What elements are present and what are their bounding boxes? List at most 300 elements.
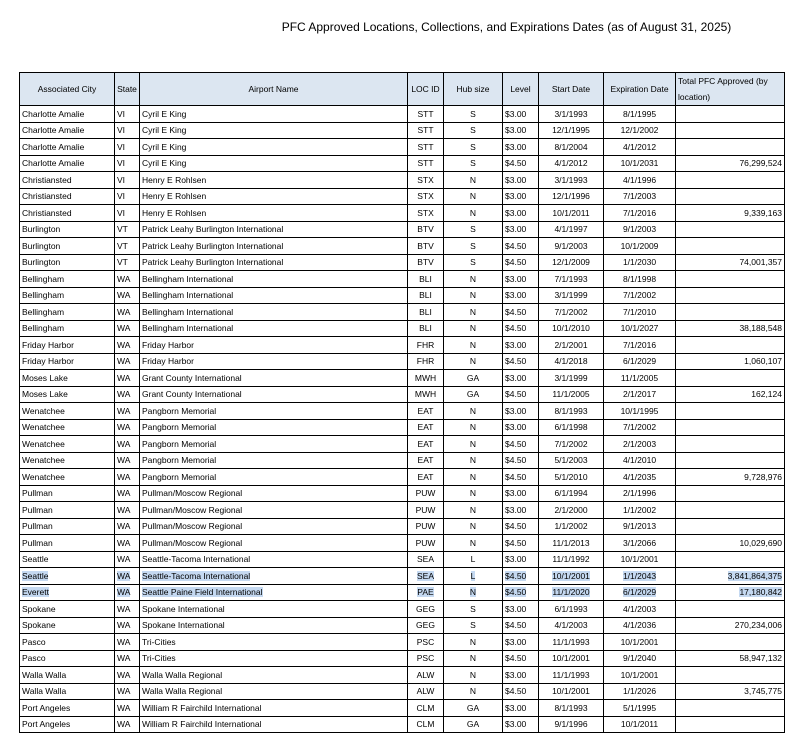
cell-hub-size[interactable] — [444, 304, 503, 321]
cell-level[interactable] — [503, 221, 539, 238]
cell-loc-id[interactable] — [408, 221, 444, 238]
table-row[interactable] — [20, 551, 785, 568]
cell-start-date[interactable] — [539, 601, 604, 618]
table-row[interactable] — [20, 106, 785, 123]
table-row[interactable] — [20, 122, 785, 139]
cell-level[interactable] — [503, 271, 539, 288]
cell-state[interactable] — [115, 584, 140, 601]
cell-level[interactable] — [503, 386, 539, 403]
cell-loc-id[interactable] — [408, 106, 444, 123]
table-row[interactable] — [20, 634, 785, 651]
cell-state[interactable] — [115, 568, 140, 585]
table-row[interactable] — [20, 320, 785, 337]
cell-airport-name[interactable] — [140, 551, 408, 568]
cell-state[interactable] — [115, 485, 140, 502]
cell-hub-size[interactable] — [444, 436, 503, 453]
cell-city[interactable] — [20, 172, 115, 189]
table-row[interactable] — [20, 304, 785, 321]
cell-state[interactable] — [115, 205, 140, 222]
cell-state[interactable] — [115, 370, 140, 387]
cell-start-date[interactable] — [539, 650, 604, 667]
cell-expiration-date[interactable] — [604, 419, 676, 436]
cell-airport-name[interactable] — [140, 238, 408, 255]
cell-level[interactable] — [503, 287, 539, 304]
cell-city[interactable] — [20, 716, 115, 733]
cell-hub-size[interactable] — [444, 601, 503, 618]
cell-city[interactable] — [20, 254, 115, 271]
cell-airport-name[interactable] — [140, 188, 408, 205]
cell-city[interactable] — [20, 601, 115, 618]
cell-total-pfc[interactable] — [676, 436, 785, 453]
cell-hub-size[interactable] — [444, 320, 503, 337]
cell-start-date[interactable] — [539, 188, 604, 205]
cell-level[interactable] — [503, 650, 539, 667]
cell-level[interactable] — [503, 518, 539, 535]
cell-total-pfc[interactable] — [676, 568, 785, 585]
cell-expiration-date[interactable] — [604, 667, 676, 684]
cell-loc-id[interactable] — [408, 502, 444, 519]
cell-city[interactable] — [20, 403, 115, 420]
cell-airport-name[interactable] — [140, 683, 408, 700]
cell-level[interactable] — [503, 419, 539, 436]
cell-level[interactable] — [503, 469, 539, 486]
cell-level[interactable] — [503, 139, 539, 156]
table-row[interactable] — [20, 353, 785, 370]
cell-loc-id[interactable] — [408, 535, 444, 552]
cell-city[interactable] — [20, 469, 115, 486]
table-row[interactable] — [20, 386, 785, 403]
cell-level[interactable] — [503, 667, 539, 684]
cell-airport-name[interactable] — [140, 634, 408, 651]
cell-airport-name[interactable] — [140, 106, 408, 123]
cell-total-pfc[interactable] — [676, 122, 785, 139]
cell-city[interactable] — [20, 667, 115, 684]
cell-start-date[interactable] — [539, 485, 604, 502]
cell-loc-id[interactable] — [408, 716, 444, 733]
cell-city[interactable] — [20, 122, 115, 139]
cell-city[interactable] — [20, 551, 115, 568]
cell-start-date[interactable] — [539, 469, 604, 486]
col-header-loc-id[interactable]: LOC ID — [408, 73, 444, 106]
cell-expiration-date[interactable] — [604, 469, 676, 486]
cell-airport-name[interactable] — [140, 469, 408, 486]
cell-total-pfc[interactable] — [676, 386, 785, 403]
cell-state[interactable] — [115, 634, 140, 651]
cell-total-pfc[interactable] — [676, 106, 785, 123]
cell-city[interactable] — [20, 518, 115, 535]
cell-total-pfc[interactable] — [676, 353, 785, 370]
cell-state[interactable] — [115, 337, 140, 354]
cell-level[interactable] — [503, 188, 539, 205]
table-row[interactable] — [20, 238, 785, 255]
cell-airport-name[interactable] — [140, 122, 408, 139]
table-row[interactable] — [20, 287, 785, 304]
cell-expiration-date[interactable] — [604, 337, 676, 354]
cell-loc-id[interactable] — [408, 700, 444, 717]
cell-city[interactable] — [20, 106, 115, 123]
cell-state[interactable] — [115, 403, 140, 420]
cell-state[interactable] — [115, 535, 140, 552]
table-row[interactable] — [20, 617, 785, 634]
cell-loc-id[interactable] — [408, 485, 444, 502]
cell-expiration-date[interactable] — [604, 617, 676, 634]
cell-state[interactable] — [115, 650, 140, 667]
cell-start-date[interactable] — [539, 172, 604, 189]
cell-level[interactable] — [503, 568, 539, 585]
cell-start-date[interactable] — [539, 205, 604, 222]
table-row[interactable] — [20, 452, 785, 469]
cell-expiration-date[interactable] — [604, 287, 676, 304]
cell-hub-size[interactable] — [444, 535, 503, 552]
cell-hub-size[interactable] — [444, 337, 503, 354]
cell-airport-name[interactable] — [140, 221, 408, 238]
cell-hub-size[interactable] — [444, 172, 503, 189]
cell-state[interactable] — [115, 320, 140, 337]
cell-loc-id[interactable] — [408, 634, 444, 651]
cell-city[interactable] — [20, 271, 115, 288]
cell-total-pfc[interactable] — [676, 188, 785, 205]
col-header-total-pfc[interactable]: Total PFC Approved (by location) — [676, 73, 785, 106]
cell-total-pfc[interactable] — [676, 535, 785, 552]
cell-start-date[interactable] — [539, 683, 604, 700]
cell-expiration-date[interactable] — [604, 452, 676, 469]
cell-city[interactable] — [20, 287, 115, 304]
cell-airport-name[interactable] — [140, 403, 408, 420]
cell-hub-size[interactable] — [444, 188, 503, 205]
cell-loc-id[interactable] — [408, 337, 444, 354]
cell-airport-name[interactable] — [140, 584, 408, 601]
cell-hub-size[interactable] — [444, 271, 503, 288]
cell-loc-id[interactable] — [408, 469, 444, 486]
cell-level[interactable] — [503, 716, 539, 733]
cell-airport-name[interactable] — [140, 518, 408, 535]
cell-loc-id[interactable] — [408, 452, 444, 469]
cell-state[interactable] — [115, 106, 140, 123]
cell-city[interactable] — [20, 485, 115, 502]
table-row[interactable] — [20, 172, 785, 189]
cell-state[interactable] — [115, 287, 140, 304]
cell-loc-id[interactable] — [408, 667, 444, 684]
cell-loc-id[interactable] — [408, 386, 444, 403]
cell-state[interactable] — [115, 271, 140, 288]
cell-total-pfc[interactable] — [676, 254, 785, 271]
cell-state[interactable] — [115, 172, 140, 189]
cell-loc-id[interactable] — [408, 254, 444, 271]
cell-total-pfc[interactable] — [676, 304, 785, 321]
cell-airport-name[interactable] — [140, 716, 408, 733]
table-row[interactable] — [20, 271, 785, 288]
cell-hub-size[interactable] — [444, 122, 503, 139]
cell-hub-size[interactable] — [444, 155, 503, 172]
cell-level[interactable] — [503, 485, 539, 502]
cell-state[interactable] — [115, 188, 140, 205]
cell-level[interactable] — [503, 634, 539, 651]
cell-level[interactable] — [503, 106, 539, 123]
cell-start-date[interactable] — [539, 139, 604, 156]
cell-total-pfc[interactable] — [676, 155, 785, 172]
cell-airport-name[interactable] — [140, 650, 408, 667]
table-row[interactable] — [20, 667, 785, 684]
cell-total-pfc[interactable] — [676, 700, 785, 717]
cell-total-pfc[interactable] — [676, 419, 785, 436]
cell-airport-name[interactable] — [140, 535, 408, 552]
cell-airport-name[interactable] — [140, 254, 408, 271]
cell-level[interactable] — [503, 700, 539, 717]
cell-expiration-date[interactable] — [604, 403, 676, 420]
cell-total-pfc[interactable] — [676, 337, 785, 354]
cell-expiration-date[interactable] — [604, 188, 676, 205]
cell-start-date[interactable] — [539, 452, 604, 469]
cell-loc-id[interactable] — [408, 551, 444, 568]
cell-start-date[interactable] — [539, 634, 604, 651]
table-row[interactable] — [20, 469, 785, 486]
cell-hub-size[interactable] — [444, 551, 503, 568]
table-row[interactable] — [20, 139, 785, 156]
cell-state[interactable] — [115, 700, 140, 717]
cell-start-date[interactable] — [539, 271, 604, 288]
cell-start-date[interactable] — [539, 221, 604, 238]
cell-expiration-date[interactable] — [604, 535, 676, 552]
cell-expiration-date[interactable] — [604, 238, 676, 255]
cell-state[interactable] — [115, 617, 140, 634]
cell-airport-name[interactable] — [140, 155, 408, 172]
cell-loc-id[interactable] — [408, 320, 444, 337]
cell-total-pfc[interactable] — [676, 502, 785, 519]
cell-expiration-date[interactable] — [604, 122, 676, 139]
cell-airport-name[interactable] — [140, 452, 408, 469]
cell-loc-id[interactable] — [408, 172, 444, 189]
cell-hub-size[interactable] — [444, 700, 503, 717]
cell-airport-name[interactable] — [140, 502, 408, 519]
cell-total-pfc[interactable] — [676, 370, 785, 387]
cell-expiration-date[interactable] — [604, 700, 676, 717]
cell-state[interactable] — [115, 238, 140, 255]
table-row[interactable] — [20, 337, 785, 354]
cell-state[interactable] — [115, 436, 140, 453]
cell-expiration-date[interactable] — [604, 370, 676, 387]
cell-level[interactable] — [503, 617, 539, 634]
cell-expiration-date[interactable] — [604, 304, 676, 321]
cell-state[interactable] — [115, 667, 140, 684]
table-row[interactable] — [20, 568, 785, 585]
cell-airport-name[interactable] — [140, 304, 408, 321]
cell-state[interactable] — [115, 386, 140, 403]
cell-city[interactable] — [20, 370, 115, 387]
cell-loc-id[interactable] — [408, 584, 444, 601]
table-row[interactable] — [20, 221, 785, 238]
cell-expiration-date[interactable] — [604, 634, 676, 651]
cell-airport-name[interactable] — [140, 601, 408, 618]
table-row[interactable] — [20, 716, 785, 733]
cell-hub-size[interactable] — [444, 287, 503, 304]
cell-level[interactable] — [503, 238, 539, 255]
cell-hub-size[interactable] — [444, 139, 503, 156]
cell-state[interactable] — [115, 254, 140, 271]
cell-level[interactable] — [503, 122, 539, 139]
cell-start-date[interactable] — [539, 403, 604, 420]
cell-total-pfc[interactable] — [676, 452, 785, 469]
cell-expiration-date[interactable] — [604, 106, 676, 123]
cell-total-pfc[interactable] — [676, 320, 785, 337]
cell-city[interactable] — [20, 452, 115, 469]
cell-airport-name[interactable] — [140, 568, 408, 585]
cell-city[interactable] — [20, 320, 115, 337]
cell-hub-size[interactable] — [444, 568, 503, 585]
cell-loc-id[interactable] — [408, 287, 444, 304]
cell-hub-size[interactable] — [444, 502, 503, 519]
cell-loc-id[interactable] — [408, 436, 444, 453]
cell-start-date[interactable] — [539, 106, 604, 123]
cell-city[interactable] — [20, 650, 115, 667]
cell-loc-id[interactable] — [408, 139, 444, 156]
cell-city[interactable] — [20, 353, 115, 370]
cell-level[interactable] — [503, 584, 539, 601]
cell-level[interactable] — [503, 304, 539, 321]
cell-airport-name[interactable] — [140, 139, 408, 156]
cell-state[interactable] — [115, 601, 140, 618]
table-row[interactable] — [20, 535, 785, 552]
cell-city[interactable] — [20, 304, 115, 321]
cell-total-pfc[interactable] — [676, 634, 785, 651]
cell-expiration-date[interactable] — [604, 650, 676, 667]
cell-city[interactable] — [20, 419, 115, 436]
cell-hub-size[interactable] — [444, 469, 503, 486]
cell-start-date[interactable] — [539, 287, 604, 304]
cell-airport-name[interactable] — [140, 485, 408, 502]
cell-expiration-date[interactable] — [604, 601, 676, 618]
col-header-city[interactable]: Associated City — [20, 73, 115, 106]
cell-state[interactable] — [115, 304, 140, 321]
table-row[interactable] — [20, 419, 785, 436]
cell-total-pfc[interactable] — [676, 601, 785, 618]
cell-expiration-date[interactable] — [604, 172, 676, 189]
cell-loc-id[interactable] — [408, 122, 444, 139]
cell-airport-name[interactable] — [140, 419, 408, 436]
cell-level[interactable] — [503, 535, 539, 552]
cell-start-date[interactable] — [539, 716, 604, 733]
cell-start-date[interactable] — [539, 568, 604, 585]
cell-level[interactable] — [503, 436, 539, 453]
col-header-expiration-date[interactable]: Expiration Date — [604, 73, 676, 106]
cell-total-pfc[interactable] — [676, 617, 785, 634]
cell-level[interactable] — [503, 452, 539, 469]
table-row[interactable] — [20, 584, 785, 601]
table-row[interactable] — [20, 254, 785, 271]
cell-start-date[interactable] — [539, 436, 604, 453]
cell-start-date[interactable] — [539, 353, 604, 370]
col-header-airport[interactable]: Airport Name — [140, 73, 408, 106]
cell-hub-size[interactable] — [444, 205, 503, 222]
cell-total-pfc[interactable] — [676, 518, 785, 535]
cell-level[interactable] — [503, 683, 539, 700]
cell-city[interactable] — [20, 700, 115, 717]
cell-loc-id[interactable] — [408, 601, 444, 618]
cell-expiration-date[interactable] — [604, 386, 676, 403]
cell-hub-size[interactable] — [444, 403, 503, 420]
cell-total-pfc[interactable] — [676, 271, 785, 288]
table-row[interactable] — [20, 650, 785, 667]
cell-state[interactable] — [115, 452, 140, 469]
cell-total-pfc[interactable] — [676, 551, 785, 568]
cell-expiration-date[interactable] — [604, 436, 676, 453]
cell-airport-name[interactable] — [140, 172, 408, 189]
cell-total-pfc[interactable] — [676, 584, 785, 601]
cell-start-date[interactable] — [539, 502, 604, 519]
cell-airport-name[interactable] — [140, 617, 408, 634]
table-row[interactable] — [20, 601, 785, 618]
cell-start-date[interactable] — [539, 551, 604, 568]
cell-city[interactable] — [20, 436, 115, 453]
cell-loc-id[interactable] — [408, 188, 444, 205]
cell-level[interactable] — [503, 502, 539, 519]
cell-hub-size[interactable] — [444, 584, 503, 601]
cell-airport-name[interactable] — [140, 205, 408, 222]
cell-loc-id[interactable] — [408, 370, 444, 387]
cell-airport-name[interactable] — [140, 386, 408, 403]
cell-city[interactable] — [20, 188, 115, 205]
cell-start-date[interactable] — [539, 535, 604, 552]
cell-hub-size[interactable] — [444, 683, 503, 700]
cell-loc-id[interactable] — [408, 304, 444, 321]
cell-expiration-date[interactable] — [604, 683, 676, 700]
cell-hub-size[interactable] — [444, 485, 503, 502]
cell-hub-size[interactable] — [444, 221, 503, 238]
cell-airport-name[interactable] — [140, 370, 408, 387]
cell-level[interactable] — [503, 205, 539, 222]
cell-total-pfc[interactable] — [676, 287, 785, 304]
cell-city[interactable] — [20, 502, 115, 519]
cell-start-date[interactable] — [539, 320, 604, 337]
col-header-state[interactable]: State — [115, 73, 140, 106]
cell-airport-name[interactable] — [140, 337, 408, 354]
cell-start-date[interactable] — [539, 386, 604, 403]
cell-expiration-date[interactable] — [604, 518, 676, 535]
cell-city[interactable] — [20, 155, 115, 172]
table-row[interactable] — [20, 188, 785, 205]
cell-state[interactable] — [115, 155, 140, 172]
cell-start-date[interactable] — [539, 337, 604, 354]
cell-total-pfc[interactable] — [676, 221, 785, 238]
cell-total-pfc[interactable] — [676, 650, 785, 667]
cell-city[interactable] — [20, 139, 115, 156]
cell-loc-id[interactable] — [408, 205, 444, 222]
cell-city[interactable] — [20, 535, 115, 552]
table-row[interactable] — [20, 683, 785, 700]
cell-hub-size[interactable] — [444, 667, 503, 684]
cell-total-pfc[interactable] — [676, 716, 785, 733]
cell-state[interactable] — [115, 139, 140, 156]
cell-loc-id[interactable] — [408, 155, 444, 172]
cell-level[interactable] — [503, 601, 539, 618]
table-row[interactable] — [20, 502, 785, 519]
cell-hub-size[interactable] — [444, 419, 503, 436]
cell-loc-id[interactable] — [408, 271, 444, 288]
cell-hub-size[interactable] — [444, 634, 503, 651]
cell-total-pfc[interactable] — [676, 469, 785, 486]
cell-start-date[interactable] — [539, 122, 604, 139]
cell-expiration-date[interactable] — [604, 568, 676, 585]
cell-start-date[interactable] — [539, 254, 604, 271]
cell-loc-id[interactable] — [408, 353, 444, 370]
cell-airport-name[interactable] — [140, 436, 408, 453]
cell-city[interactable] — [20, 634, 115, 651]
cell-expiration-date[interactable] — [604, 485, 676, 502]
cell-expiration-date[interactable] — [604, 353, 676, 370]
cell-loc-id[interactable] — [408, 238, 444, 255]
cell-expiration-date[interactable] — [604, 254, 676, 271]
cell-start-date[interactable] — [539, 667, 604, 684]
cell-state[interactable] — [115, 353, 140, 370]
